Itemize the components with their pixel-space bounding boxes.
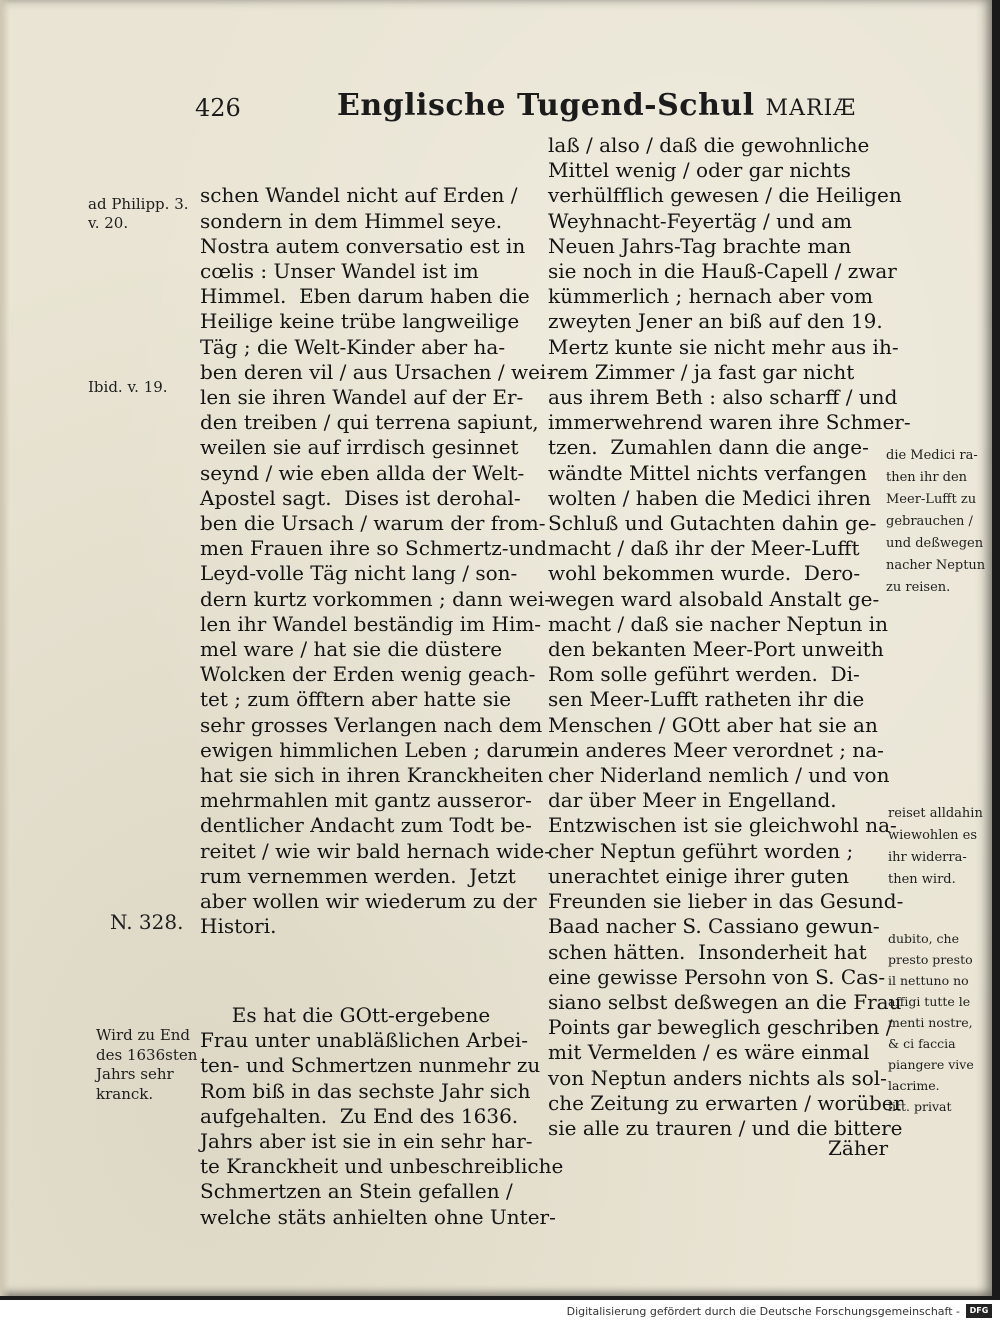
dfg-logo: DFG bbox=[966, 1304, 992, 1318]
funding-credit: Digitalisierung gefördert durch die Deutsche Forschungsgemeinschaft - bbox=[566, 1305, 960, 1318]
running-title-main: Englische Tugend-Schul bbox=[337, 88, 755, 123]
left-text-column bbox=[200, 133, 564, 1280]
margin-note-italian: dubito, che presto presto il nettuno no affigi tutte le menti nostre, & ci faccia piangere vive lacrime. litt. privat bbox=[888, 931, 974, 1114]
page-edge-shadow bbox=[0, 0, 10, 1296]
page-header bbox=[195, 88, 857, 128]
page-number: 426 bbox=[195, 94, 241, 122]
digitization-footer bbox=[0, 1300, 1000, 1323]
margin-note-reiset: reiset alldahin wiewohlen es ihr widerra- then wird. bbox=[888, 806, 983, 887]
catchword: Zäher bbox=[828, 1136, 889, 1160]
left-paragraph-2: Es hat die GOtt-ergebene Frau unter unabläßlichen Arbei- ten- und Schmertzen nunmehr zu Rom biß in das sechste Jahr sich aufgehalten. Zu End des 1636. Jahrs aber ist sie in ein sehr har- te Kranckheit und unbeschreibliche Schmertzen an Stein gefallen / welche stäts anhielten ohne Unter- bbox=[200, 1002, 564, 1229]
margin-ref-philipp: ad Philipp. 3. v. 20. bbox=[88, 195, 189, 232]
margin-note-wird: Wird zu End des 1636sten Jahrs sehr kranck. bbox=[96, 1026, 198, 1103]
right-text-column: laß / also / daß die gewohnliche Mittel wenig / oder gar nichts verhülfflich gewesen / die Heiligen Weyhnacht-Feyertäg / und am Neuen Jahrs-Tag brachte man sie noch in die Hauß-Capell / zwar kümmerlich ; hernach aber vom zweyten Jener an biß auf den 19. Mertz kunte sie nicht mehr aus ih- rem Zimmer / ja fast gar nicht aus ihrem Beth : also scharff / und immerwehrend waren ihre Schmer- tzen. Zumahlen dann die ange- wändte Mittel nichts verfangen wolten / haben die Medici ihren Schluß und Gutachten dahin ge- macht / daß ihr der Meer-Lufft wohl bekommen wurde. Dero- wegen ward alsobald Anstalt ge- macht / daß sie nacher Neptun in den bekanten Meer-Port unweith Rom solle geführt werden. Di- sen Meer-Lufft ratheten ihr die Menschen / GOtt aber hat sie an ein anderes Meer verordnet ; na- cher Niderland nemlich / und von dar über Meer in Engelland. Entzwischen ist sie gleichwohl na- cher Neptun geführt worden ; unerachtet einige ihrer guten Freunden sie lieber in das Gesund- Baad nacher S. Cassiano gewun- schen hätten. Insonderheit hat eine gewisse Persohn von S. Cas- siano selbst deßwegen an die Frau Points gar beweglich geschriben / mit Vermelden / es wäre einmal von Neptun anders nichts als sol- che Zeitung zu erwarten / worüber sie alle zu trauren / und die bittere bbox=[548, 133, 911, 1140]
running-title-caps: MARIÆ bbox=[765, 96, 857, 121]
margin-note-medici: die Medici ra- then ihr den Meer-Lufft zu gebrauchen / und deßwegen nacher Neptun zu reisen. bbox=[886, 448, 986, 595]
left-paragraph-1: schen Wandel nicht auf Erden / sondern in dem Himmel seye. Nostra autem conversatio est in cœlis : Unser Wandel ist im Himmel. Eben darum haben die Heilige keine trübe langweilige Täg ; die Welt-Kinder aber ha- ben deren vil / aus Ursachen / wei- len sie ihren Wandel auf der Er- den treiben / qui terrena sapiunt, weilen sie auf irrdisch gesinnet seynd / wie eben allda der Welt- Apostel sagt. Dises ist derohal- ben die Ursach / warum der from- men Frauen ihre so Schmertz-und Leyd-volle Täg nicht lang / son- dern kurtz vorkommen ; dann wei- len ihr Wandel beständig im Him- mel ware / hat sie die düstere Wolcken der Erden wenig geach- tet ; zum öfftern aber hatte sie sehr grosses Verlangen nach dem ewigen himmlichen Leben ; darum hat sie sich in ihren Kranckheiten mehrmahlen mit gantz ausseror- dentlicher Andacht zum Todt be- reitet / wie wir bald hernach wide- rum vernemmen werden. Jetzt aber wollen wir wiederum zu der Histori. bbox=[200, 183, 554, 939]
margin-ref-ibid: Ibid. v. 19. bbox=[88, 378, 168, 396]
running-title bbox=[337, 88, 856, 123]
paragraph-number: N. 328. bbox=[110, 910, 184, 934]
